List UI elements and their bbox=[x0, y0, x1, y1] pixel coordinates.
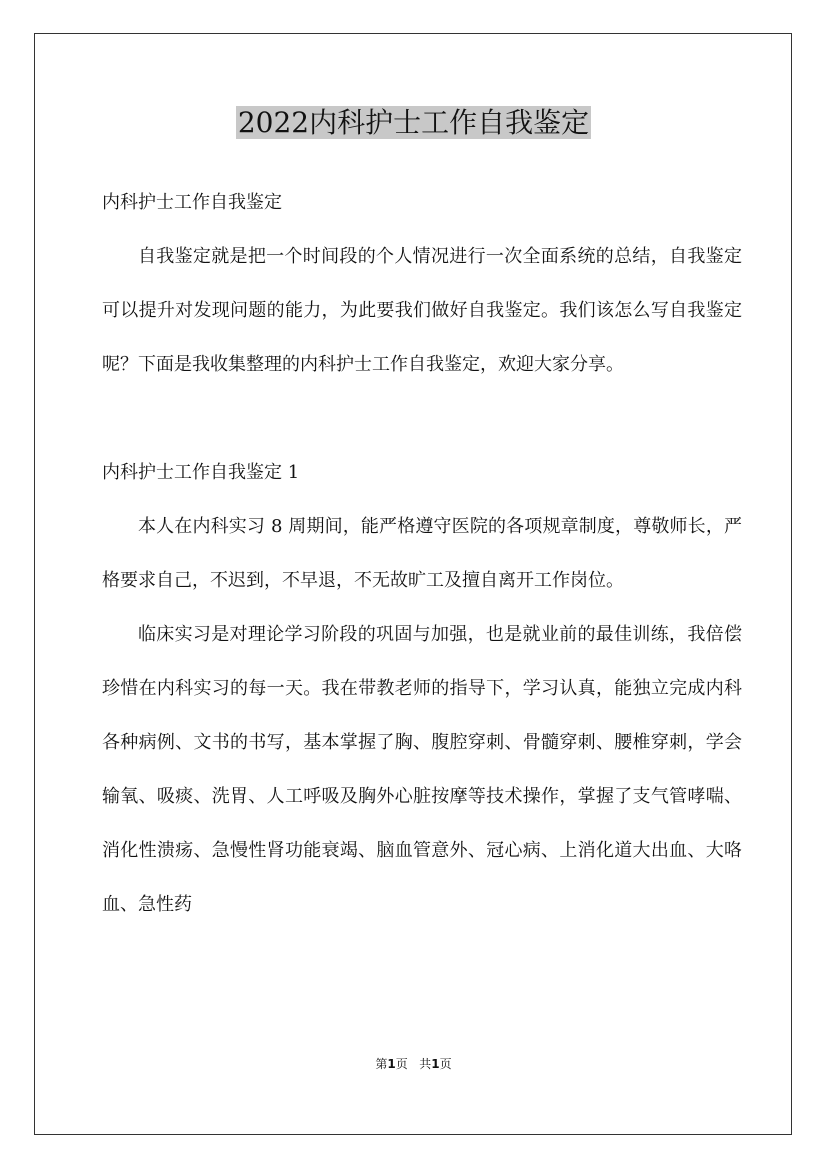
footer-page-number: 1 bbox=[387, 1057, 396, 1071]
footer-page-suffix: 页 bbox=[439, 1057, 452, 1071]
intro-heading: 内科护士工作自我鉴定 bbox=[102, 192, 282, 213]
section-spacer bbox=[102, 392, 742, 446]
page-footer bbox=[0, 1055, 827, 1072]
footer-page-prefix: 第 bbox=[375, 1057, 388, 1071]
intro-paragraph: 自我鉴定就是把一个时间段的个人情况进行一次全面系统的总结，自我鉴定可以提升对发现问题的能力，为此要我们做好自我鉴定。我们该怎么写自我鉴定呢？下面是我收集整理的内科护士工作自我鉴定，欢迎大家分享。 bbox=[102, 246, 742, 375]
document-title-text: 2022内科护士工作自我鉴定 bbox=[237, 106, 590, 139]
section1-paragraph-2: 临床实习是对理论学习阶段的巩固与加强，也是就业前的最佳训练，我倍偿珍惜在内科实习的每一天。我在带教老师的指导下，学习认真，能独立完成内科各种病例、文书的书写，基本掌握了胸、腹腔穿刺、骨髓穿刺、腰椎穿刺，学会输氧、吸痰、洗胃、人工呼吸及胸外心脏按摩等技术操作，掌握了支气管哮喘、消化性溃疡、急慢性肾功能衰竭、脑血管意外、冠心病、上消化道大出血、大咯血、急性药 bbox=[102, 624, 742, 915]
footer-page-mid: 页 共 bbox=[395, 1057, 432, 1071]
document-title bbox=[0, 104, 827, 142]
section1-heading: 内科护士工作自我鉴定 1 bbox=[102, 462, 300, 483]
section1-paragraph-1: 本人在内科实习 8 周期间，能严格遵守医院的各项规章制度，尊敬师长，严格要求自己，不迟到，不早退，不无故旷工及擅自离开工作岗位。 bbox=[102, 516, 742, 591]
footer-page-total: 1 bbox=[431, 1057, 440, 1071]
document-body bbox=[102, 176, 742, 932]
